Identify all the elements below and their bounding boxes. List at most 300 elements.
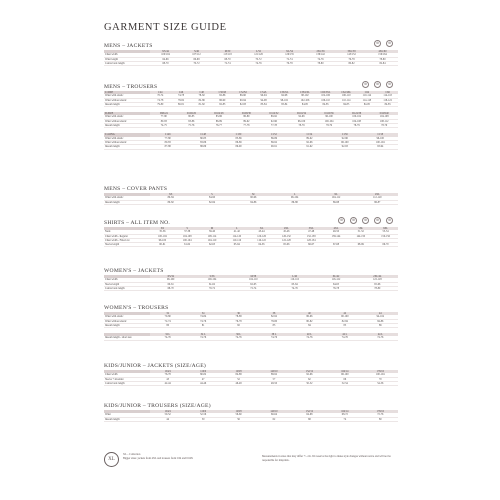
table-cell: 74-76 bbox=[243, 61, 274, 65]
row-label: Waist with elastic bbox=[104, 196, 150, 200]
table-cell: 102-106 bbox=[315, 94, 336, 98]
table-cell: 70-72 bbox=[181, 61, 212, 65]
table-cell: 76-78 bbox=[150, 373, 185, 377]
table-header-cell: 128/8 bbox=[221, 410, 256, 413]
table-cell: 136/142 bbox=[305, 53, 336, 57]
table-cell: 126-132 bbox=[274, 234, 299, 238]
table-cell: 84-86 bbox=[233, 200, 274, 204]
table-cell: 61-62 bbox=[191, 282, 232, 286]
table-cell: 52 bbox=[221, 377, 256, 381]
table-cell: 80-82 bbox=[336, 61, 367, 65]
table-cell: 114-118 bbox=[357, 98, 378, 102]
row-label: Sleeve length bbox=[104, 282, 150, 286]
row-label: Neck bbox=[104, 230, 150, 234]
table-cell: 150-156 bbox=[373, 234, 398, 238]
table-cell: 76-78 bbox=[315, 286, 356, 290]
table-cell: 53-54 bbox=[373, 230, 398, 234]
table-cell: 78-79 bbox=[315, 124, 343, 128]
table-header-cell: D128/40 bbox=[370, 112, 398, 115]
table-header-cell: M/50 bbox=[212, 50, 243, 53]
table-cell: 84-85 bbox=[377, 102, 398, 106]
table-cell: 104-110 bbox=[233, 278, 274, 282]
row-label: Centre back length bbox=[104, 286, 150, 290]
table-cell: 78-79 bbox=[370, 124, 398, 128]
table-header-cell: 34 bbox=[185, 312, 220, 315]
row-label: Waist with elastic bbox=[104, 315, 150, 319]
table-cell: 84-85 bbox=[315, 102, 336, 106]
table-cell: 39-40 bbox=[200, 230, 225, 234]
row-label: Centre back length bbox=[104, 381, 150, 385]
table-cell: 86-88 bbox=[274, 200, 315, 204]
table-cell: 72-74 bbox=[150, 319, 185, 323]
table-cell: 70 bbox=[363, 377, 398, 381]
table-cell: 76-78 bbox=[221, 319, 256, 323]
table-cell: 94-98 bbox=[253, 98, 274, 102]
table-row bbox=[104, 286, 398, 290]
table-header-cell: 32 bbox=[150, 312, 185, 315]
table-cell: 74-78 bbox=[150, 98, 171, 102]
section-title: MENS – JACKETS bbox=[104, 43, 153, 49]
table-cell: 98-102 bbox=[274, 98, 295, 102]
certification-badge-icon: ⚙ bbox=[386, 40, 393, 47]
table-header-cell: 116/6 bbox=[185, 370, 220, 373]
table-header-cell: 116/6 bbox=[185, 410, 220, 413]
table-header-cell: C152 bbox=[256, 133, 291, 136]
table-cell: 83-86 bbox=[185, 140, 220, 144]
table-header-cell: XL bbox=[249, 227, 274, 230]
table-cell: 138-144 bbox=[324, 234, 349, 238]
table-cell: 68-69 bbox=[348, 243, 373, 247]
section-8 bbox=[104, 402, 398, 422]
table-cell: 86-96 bbox=[292, 315, 327, 319]
table-cell: 104-108 bbox=[175, 234, 200, 238]
table-header-cell: C148 bbox=[185, 133, 220, 136]
table-cell: 60-64 bbox=[256, 413, 291, 417]
table-cell: 69-70 bbox=[373, 243, 398, 247]
table-cell: 110-114 bbox=[357, 94, 378, 98]
table-header-cell: 2XL bbox=[357, 193, 398, 196]
table-header-cell: C150 bbox=[221, 133, 256, 136]
table-header-cell: C58/2XL bbox=[295, 91, 316, 94]
table-cell: 86-89 bbox=[205, 119, 233, 123]
row-label: Inseam length bbox=[104, 323, 150, 327]
table-header-cell: 2XL bbox=[274, 227, 299, 230]
row-label: Chest width - Fitted cut bbox=[104, 238, 150, 242]
table-cell: 121/126 bbox=[243, 53, 274, 57]
row-label: Inseam length - short size bbox=[104, 336, 150, 340]
table-cell: 78-79 bbox=[288, 124, 316, 128]
table-header-cell: C154 bbox=[292, 133, 327, 136]
table-header-cell: 44 L bbox=[363, 333, 398, 336]
table-header-cell: 152/12 bbox=[292, 370, 327, 373]
table-cell: 89-92 bbox=[292, 137, 327, 141]
table-cell: 56 bbox=[221, 417, 256, 421]
table-cell: 86-87 bbox=[357, 200, 398, 204]
table-cell: 84-85 bbox=[336, 102, 357, 106]
table-cell: 72-74 bbox=[212, 61, 243, 65]
table-cell: 72-74 bbox=[233, 286, 274, 290]
table-cell: 67-68 bbox=[324, 243, 349, 247]
table-header-cell: D108/30 bbox=[233, 112, 261, 115]
table-cell: 143/152 bbox=[336, 53, 367, 57]
row-label: Waist with elastic bbox=[104, 137, 150, 141]
table-cell: 65-66 bbox=[274, 243, 299, 247]
table-header-cell: C60/3XL bbox=[315, 91, 336, 94]
table-header-cell: 164/14 bbox=[327, 370, 362, 373]
table-row bbox=[104, 145, 398, 149]
table-cell: 83 bbox=[256, 323, 291, 327]
table-cell: 84-88 bbox=[221, 373, 256, 377]
table-header-cell: D-SIZE bbox=[104, 112, 150, 115]
row-label: Inseam length bbox=[104, 102, 150, 106]
page-title: GARMENT SIZE GUIDE bbox=[104, 22, 227, 33]
table-header-cell: C156 bbox=[327, 133, 362, 136]
size-table bbox=[104, 112, 398, 128]
table-cell: 74-76 bbox=[150, 336, 185, 340]
table-row bbox=[104, 102, 398, 106]
table-header-cell: XL/54 bbox=[274, 50, 305, 53]
table-cell: 80-84 bbox=[150, 196, 191, 200]
table-cell: 82-92 bbox=[256, 315, 291, 319]
table-cell: 100-104 bbox=[175, 238, 200, 242]
table-cell: 74-75 bbox=[150, 124, 178, 128]
row-label: Sleeve + shoulder bbox=[104, 377, 150, 381]
table-cell: 90-96 bbox=[233, 196, 274, 200]
table-cell: 78-88 bbox=[221, 315, 256, 319]
table-cell: 52-56 bbox=[185, 413, 220, 417]
table-cell: 44-46 bbox=[185, 381, 220, 385]
table-cell: 100/104 bbox=[150, 53, 181, 57]
certification-badge-icon: ⚙ bbox=[386, 217, 393, 224]
table-header-cell: D112/32 bbox=[260, 112, 288, 115]
table-cell: 47 bbox=[185, 377, 220, 381]
table-cell: 74-76 bbox=[185, 336, 220, 340]
table-cell: 52-54 bbox=[327, 381, 362, 385]
certification-badge-icon: ⚙ bbox=[350, 217, 357, 224]
table-header-cell: XL bbox=[315, 193, 356, 196]
table-header-cell: L bbox=[274, 193, 315, 196]
size-table bbox=[104, 410, 398, 422]
table-row bbox=[104, 336, 398, 340]
certification-badge-icon: ⚙ bbox=[362, 217, 369, 224]
table-header-cell: 34 L bbox=[185, 333, 220, 336]
table-cell: 82-86 bbox=[191, 98, 212, 102]
section-2 bbox=[104, 83, 398, 150]
table-cell: 107/112 bbox=[181, 53, 212, 57]
table-cell: 84-86 bbox=[363, 319, 398, 323]
table-cell: 84-85 bbox=[357, 102, 378, 106]
table-header-cell: 32 L bbox=[150, 333, 185, 336]
table-cell: 82-86 bbox=[212, 94, 233, 98]
table-cell: 64-68 bbox=[292, 413, 327, 417]
table-header-cell: 128/8 bbox=[221, 370, 256, 373]
table-cell: 63-64 bbox=[224, 243, 249, 247]
table-cell: 70-74 bbox=[150, 94, 171, 98]
table-cell: 68 bbox=[292, 417, 327, 421]
table-cell: 80 bbox=[363, 417, 398, 421]
table-row bbox=[104, 61, 398, 65]
section-title: MENS – TROUSERS bbox=[104, 84, 158, 90]
table-cell: 96-100 bbox=[327, 140, 362, 144]
row-label: Chest width - Regular bbox=[104, 234, 150, 238]
row-label: Inseam length bbox=[104, 200, 150, 204]
table-cell: 79-80 bbox=[150, 102, 171, 106]
table-cell: 92-96 bbox=[288, 115, 316, 119]
certification-badge-icon: ⚙ bbox=[386, 81, 393, 88]
table-cell: 82 bbox=[221, 323, 256, 327]
table-cell: 74 bbox=[327, 417, 362, 421]
table-cell: 49-50 bbox=[324, 230, 349, 234]
table-cell: 80-81 bbox=[171, 102, 192, 106]
table-cell: 72-74 bbox=[274, 57, 305, 61]
table-header-cell: C50/M bbox=[212, 91, 233, 94]
table-cell: 104-110 bbox=[200, 238, 225, 242]
table-cell: 48-50 bbox=[256, 381, 291, 385]
table-cell: 114-118 bbox=[377, 94, 398, 98]
table-cell: 37-38 bbox=[175, 230, 200, 234]
table-row bbox=[104, 200, 398, 204]
table-header-cell: 104/4 bbox=[150, 370, 185, 373]
section-title: KIDS/JUNIOR – TROUSERS (SIZE/AGE) bbox=[104, 403, 211, 409]
table-cell: 84-85 bbox=[295, 102, 316, 106]
row-label: Waist without elastic bbox=[104, 98, 150, 102]
table-cell: 86-90 bbox=[212, 98, 233, 102]
section-title: SHIRTS – ALL ITEM NO. bbox=[104, 220, 171, 226]
table-cell: 86-89 bbox=[256, 137, 291, 141]
table-cell: 56-60 bbox=[221, 413, 256, 417]
table-cell: 82-83 bbox=[233, 102, 254, 106]
table-header-cell: 140/10 bbox=[256, 410, 291, 413]
row-label: Waist without elastic bbox=[104, 319, 150, 323]
table-header-cell: 140/10 bbox=[256, 370, 291, 373]
table-cell: 62-63 bbox=[233, 282, 274, 286]
table-cell: 60-61 bbox=[150, 243, 175, 247]
row-label: Chest width bbox=[104, 53, 150, 57]
table-header-cell: L/40 bbox=[274, 275, 315, 278]
table-cell: 64-65 bbox=[249, 243, 274, 247]
table-cell: 104-108 bbox=[370, 115, 398, 119]
table-cell: 91-92 bbox=[292, 145, 327, 149]
table-cell: 80 bbox=[150, 323, 185, 327]
table-cell: 122-128 bbox=[274, 238, 299, 242]
size-table bbox=[104, 133, 398, 149]
table-cell: 35-36 bbox=[150, 230, 175, 234]
table-cell: 74-76 bbox=[256, 336, 291, 340]
table-cell: 80-83 bbox=[178, 115, 206, 119]
table-cell: 74-76 bbox=[221, 336, 256, 340]
table-cell: 84 bbox=[292, 323, 327, 327]
table-cell: 77-80 bbox=[150, 137, 185, 141]
table-cell: 86-89 bbox=[221, 140, 256, 144]
table-header-cell: 5XL bbox=[348, 227, 373, 230]
table-cell: 100-104 bbox=[191, 278, 232, 282]
table-cell: 68-70 bbox=[150, 61, 181, 65]
table-header-cell: S/36 bbox=[191, 275, 232, 278]
table-header-cell: C-SIZE bbox=[104, 91, 150, 94]
table-cell: 85 bbox=[327, 323, 362, 327]
table-cell: 50-52 bbox=[292, 381, 327, 385]
table-header-cell: 164/14 bbox=[327, 410, 362, 413]
section-4 bbox=[104, 219, 398, 247]
table-header-cell: 44 bbox=[363, 312, 398, 315]
table-cell: 65-66 bbox=[357, 282, 398, 286]
footer-collection-note: XL – Collection Bigger sizes: jackets from 4XL and trousers from C64 and D128. bbox=[123, 453, 194, 460]
table-cell: 83-86 bbox=[221, 137, 256, 141]
section-title: WOMEN'S – JACKETS bbox=[104, 268, 164, 274]
table-header-cell: 36 L bbox=[221, 333, 256, 336]
table-header-cell: L/52 bbox=[243, 50, 274, 53]
size-table bbox=[104, 50, 398, 66]
table-cell: 62 bbox=[292, 377, 327, 381]
table-header-cell: 2XL/44 bbox=[357, 275, 398, 278]
row-label: Inseam length bbox=[104, 124, 150, 128]
table-cell: 51-52 bbox=[348, 230, 373, 234]
table-header-cell: C64 bbox=[357, 91, 378, 94]
table-cell: 74-84 bbox=[185, 315, 220, 319]
table-cell: 89-92 bbox=[233, 119, 261, 123]
table-cell: 74-76 bbox=[274, 286, 315, 290]
table-cell: 96-104 bbox=[274, 196, 315, 200]
table-cell: 46-48 bbox=[221, 381, 256, 385]
table-cell: 80-83 bbox=[150, 119, 178, 123]
table-cell: 76-78 bbox=[336, 57, 367, 61]
table-cell: 86 bbox=[363, 323, 398, 327]
table-cell: 50-52 bbox=[150, 413, 185, 417]
table-cell: 86-88 bbox=[315, 200, 356, 204]
table-cell: 78-80 bbox=[367, 57, 398, 61]
section-1 bbox=[104, 42, 398, 66]
table-cell: 62-63 bbox=[200, 243, 225, 247]
table-cell: 116-122 bbox=[315, 278, 356, 282]
size-table bbox=[104, 312, 398, 328]
table-cell: 100-104 bbox=[343, 115, 371, 119]
table-cell: 102-106 bbox=[295, 98, 316, 102]
table-cell: 92-96 bbox=[260, 119, 288, 123]
table-cell: 78-80 bbox=[357, 286, 398, 290]
table-header-cell: 4XL bbox=[324, 227, 349, 230]
table-cell: 42-44 bbox=[150, 381, 185, 385]
table-header-cell: XS bbox=[150, 227, 175, 230]
table-row bbox=[104, 381, 398, 385]
table-header-cell: 176/16 bbox=[363, 410, 398, 413]
table-cell: 83-86 bbox=[205, 115, 233, 119]
table-cell: 94-104 bbox=[363, 315, 398, 319]
table-header-cell: D124/38 bbox=[343, 112, 371, 115]
table-cell: 93-94 bbox=[363, 145, 398, 149]
table-cell: 86-89 bbox=[233, 115, 261, 119]
certification-badge-icon: ⚙ bbox=[338, 217, 345, 224]
table-cell: 96-100 bbox=[315, 115, 343, 119]
table-cell: 81-82 bbox=[191, 102, 212, 106]
section-title: KIDS/JUNIOR – JACKETS (SIZE/AGE) bbox=[104, 363, 207, 369]
table-header-cell: 3XL bbox=[299, 227, 324, 230]
table-cell: 90-91 bbox=[256, 145, 291, 149]
row-label: Waist length bbox=[104, 57, 150, 61]
size-table bbox=[104, 370, 398, 386]
table-cell: 96-100 bbox=[150, 278, 191, 282]
table-cell: 70-72 bbox=[191, 286, 232, 290]
table-cell: 57 bbox=[256, 377, 291, 381]
table-cell: 86-90 bbox=[233, 94, 254, 98]
table-header-cell: 152/12 bbox=[292, 410, 327, 413]
table-header-cell: M bbox=[233, 193, 274, 196]
section-title: WOMEN'S – TROUSERS bbox=[104, 305, 169, 311]
table-header-cell: L bbox=[224, 227, 249, 230]
table-cell: 76-78 bbox=[274, 61, 305, 65]
table-cell: 47-48 bbox=[299, 230, 324, 234]
table-cell: 122-128 bbox=[357, 278, 398, 282]
table-cell: 41-42 bbox=[224, 230, 249, 234]
table-cell: 78-80 bbox=[305, 61, 336, 65]
table-header-cell: XS/34 bbox=[150, 275, 191, 278]
table-header-cell: C62/4XL bbox=[336, 91, 357, 94]
table-cell: 112-120 bbox=[357, 196, 398, 200]
table-header-cell: S bbox=[175, 227, 200, 230]
row-label: Waist without elastic bbox=[104, 140, 150, 144]
table-cell: 68-70 bbox=[150, 286, 191, 290]
table-cell: 87-88 bbox=[150, 145, 185, 149]
table-cell: 83-86 bbox=[178, 119, 206, 123]
section-7 bbox=[104, 362, 398, 386]
table-cell: 100-104 bbox=[150, 234, 175, 238]
table-cell: 92-96 bbox=[292, 373, 327, 377]
table-cell: 98-102 bbox=[295, 94, 316, 98]
table-cell: 114-120 bbox=[224, 234, 249, 238]
table-cell: 80-83 bbox=[150, 140, 185, 144]
table-header-cell: 176/16 bbox=[363, 370, 398, 373]
table-cell: 92-96 bbox=[292, 140, 327, 144]
table-cell: 106-110 bbox=[336, 94, 357, 98]
table-cell: 82-84 bbox=[191, 200, 232, 204]
table-cell: 78-82 bbox=[171, 98, 192, 102]
row-label: Inseam length bbox=[104, 417, 150, 421]
certification-badge-icon: ⚙ bbox=[374, 40, 381, 47]
size-table bbox=[104, 333, 398, 341]
table-header-cell: D104/28 bbox=[205, 112, 233, 115]
table-cell: 84-90 bbox=[191, 196, 232, 200]
table-cell: 78-80 bbox=[256, 319, 291, 323]
table-row bbox=[104, 323, 398, 327]
table-header-cell: S/46 bbox=[181, 50, 212, 53]
table-cell: 96-100 bbox=[288, 119, 316, 123]
table-header-cell: 40 bbox=[292, 312, 327, 315]
table-header-cell: S bbox=[191, 193, 232, 196]
row-label: Waist with elastic bbox=[104, 94, 150, 98]
table-cell: 156/164 bbox=[367, 53, 398, 57]
table-cell: 90-94 bbox=[253, 94, 274, 98]
table-cell: 74-76 bbox=[185, 319, 220, 323]
table-cell: 77-78 bbox=[260, 124, 288, 128]
table-header-cell: D96/24 bbox=[150, 112, 178, 115]
table-header-cell: 6XL bbox=[373, 227, 398, 230]
table-cell: 89-90 bbox=[221, 145, 256, 149]
table-cell: 63-64 bbox=[274, 282, 315, 286]
table-cell: 90-100 bbox=[327, 315, 362, 319]
table-cell: 104-108 bbox=[343, 119, 371, 123]
table-cell: 92-96 bbox=[327, 137, 362, 141]
table-cell: 80-83 bbox=[185, 137, 220, 141]
certification-badge-icon: ⚙ bbox=[374, 217, 381, 224]
table-cell: 88-92 bbox=[256, 373, 291, 377]
table-header-cell: XL/42 bbox=[315, 275, 356, 278]
table-cell: 94-98 bbox=[274, 94, 295, 98]
table-header-cell: C46 bbox=[171, 91, 192, 94]
table-cell: 96-100 bbox=[150, 238, 175, 242]
table-cell: 66 bbox=[327, 377, 362, 381]
table-cell: 74-78 bbox=[171, 94, 192, 98]
table-cell: 77-78 bbox=[233, 124, 261, 128]
table-cell: 128-134 bbox=[299, 238, 324, 242]
